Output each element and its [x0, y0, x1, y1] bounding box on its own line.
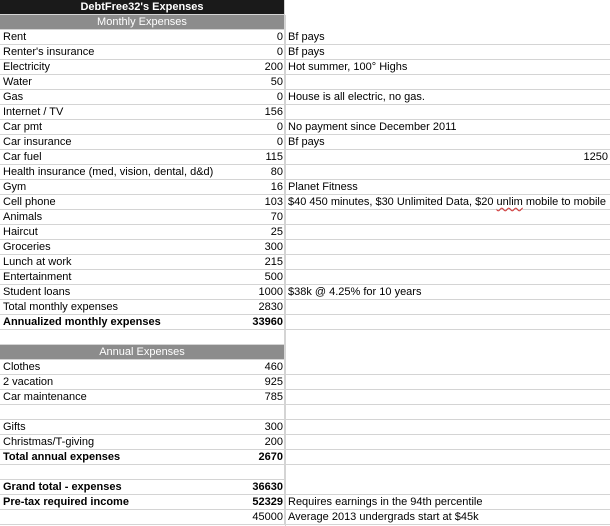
spellcheck-word: unlim [496, 196, 523, 208]
note-cell[interactable]: $38k @ 4.25% for 10 years [285, 285, 610, 300]
label-cell[interactable]: Gas [0, 90, 285, 105]
table-row [0, 30, 610, 45]
note-text: $40 450 minutes, $30 Unlimited Data, $20 [288, 196, 497, 208]
sheet-title[interactable]: DebtFree32's Expenses [0, 0, 285, 15]
label-cell[interactable]: Total annual expenses [0, 450, 285, 465]
label-cell[interactable] [0, 510, 285, 525]
note-cell[interactable]: Average 2013 undergrads start at $45k [285, 510, 610, 525]
note-cell[interactable] [285, 375, 610, 390]
table-row [0, 300, 610, 315]
table-row [0, 165, 610, 180]
label-cell[interactable]: Animals [0, 210, 285, 225]
label-cell[interactable]: Car fuel [0, 150, 285, 165]
note-cell[interactable] [285, 225, 610, 240]
note-cell[interactable] [285, 210, 610, 225]
blank-row [0, 465, 610, 480]
label-cell[interactable]: Haircut [0, 225, 285, 240]
note-cell[interactable] [285, 390, 610, 405]
note-cell[interactable] [285, 360, 610, 375]
label-cell[interactable]: Clothes [0, 360, 285, 375]
value-cell[interactable]: 103 [264, 196, 283, 208]
table-row [0, 375, 610, 390]
table-row [0, 405, 610, 420]
label-cell[interactable]: Health insurance (med, vision, dental, d&d) [0, 165, 285, 180]
value-cell[interactable]: 460 [264, 361, 283, 373]
table-row [0, 315, 610, 330]
note-cell[interactable] [285, 420, 610, 435]
value-cell[interactable]: 25 [270, 226, 283, 238]
label-cell[interactable]: Car insurance [0, 135, 285, 150]
label-cell[interactable]: Cell phone [0, 195, 285, 210]
label-cell[interactable]: Water [0, 75, 285, 90]
label-cell[interactable]: Entertainment [0, 270, 285, 285]
table-row [0, 195, 610, 210]
note-cell[interactable] [285, 270, 610, 285]
table-row [0, 240, 610, 255]
label-cell[interactable]: Pre-tax required income [0, 495, 285, 510]
label-cell[interactable]: Car maintenance [0, 390, 285, 405]
note-cell[interactable] [285, 315, 610, 330]
note-cell[interactable]: Planet Fitness [285, 180, 610, 195]
table-row [0, 150, 610, 165]
table-row [0, 225, 610, 240]
table-row [0, 510, 610, 525]
value-cell[interactable]: 500 [264, 271, 283, 283]
table-row [0, 270, 610, 285]
table-row [0, 495, 610, 510]
value-cell[interactable]: 0 [276, 121, 283, 133]
value-cell[interactable]: 300 [264, 421, 283, 433]
table-row [0, 360, 610, 375]
value-cell[interactable]: 52329 [252, 496, 283, 508]
value-cell[interactable]: 785 [264, 391, 283, 403]
title-row [0, 0, 610, 15]
label-cell[interactable]: Electricity [0, 60, 285, 75]
value-cell[interactable]: 70 [270, 211, 283, 223]
table-row [0, 435, 610, 450]
table-row [0, 135, 610, 150]
table-row [0, 120, 610, 135]
note-cell[interactable] [285, 255, 610, 270]
note-cell[interactable]: House is all electric, no gas. [285, 90, 610, 105]
label-cell[interactable]: Christmas/T-giving [0, 435, 285, 450]
label-cell[interactable]: Student loans [0, 285, 285, 300]
note-cell[interactable] [285, 405, 610, 420]
note-cell[interactable] [285, 150, 610, 165]
table-row [0, 45, 610, 60]
note-cell[interactable] [285, 480, 610, 495]
label-cell[interactable]: Rent [0, 30, 285, 45]
table-row [0, 210, 610, 225]
note-cell[interactable] [285, 195, 610, 210]
value-cell[interactable]: 33960 [252, 316, 283, 328]
label-cell[interactable]: Car pmt [0, 120, 285, 135]
note-text: mobile to mobile [522, 196, 606, 208]
annual-expenses-header[interactable]: Annual Expenses [0, 345, 285, 360]
monthly-header-row [0, 15, 610, 30]
table-row [0, 390, 610, 405]
note-cell[interactable]: Bf pays [285, 45, 610, 60]
table-row [0, 90, 610, 105]
label-cell[interactable]: 2 vacation [0, 375, 285, 390]
table-row [0, 75, 610, 90]
note-cell[interactable] [285, 240, 610, 255]
label-cell[interactable]: Gifts [0, 420, 285, 435]
value-cell[interactable]: 2830 [258, 301, 283, 313]
note-cell[interactable]: No payment since December 2011 [285, 120, 610, 135]
value-cell[interactable]: 300 [264, 241, 283, 253]
label-cell[interactable]: Lunch at work [0, 255, 285, 270]
table-row [0, 180, 610, 195]
label-cell[interactable]: Internet / TV [0, 105, 285, 120]
value-cell[interactable]: 0 [276, 91, 283, 103]
note-cell[interactable] [285, 105, 610, 120]
table-row [0, 255, 610, 270]
value-cell[interactable]: 115 [265, 151, 283, 163]
value-cell[interactable]: 156 [264, 106, 283, 118]
note-cell[interactable] [285, 450, 610, 465]
value-cell[interactable]: 50 [270, 76, 283, 88]
table-row [0, 60, 610, 75]
value-cell[interactable]: 0 [276, 46, 283, 58]
blank-row [0, 330, 610, 345]
value-cell[interactable]: 2670 [258, 451, 283, 463]
note-cell[interactable]: Bf pays [285, 30, 610, 45]
value-cell[interactable]: 200 [264, 436, 283, 448]
table-row [0, 420, 610, 435]
note-cell[interactable]: Requires earnings in the 94th percentile [285, 495, 610, 510]
note-cell[interactable]: Bf pays [285, 135, 610, 150]
note-cell[interactable] [285, 165, 610, 180]
value-cell[interactable]: 215 [264, 256, 283, 268]
far-value-cell[interactable]: 1250 [583, 151, 608, 163]
blank-cell[interactable] [0, 330, 285, 345]
annual-header-row [0, 345, 610, 360]
label-cell[interactable]: Renter's insurance [0, 45, 285, 60]
label-cell[interactable]: Gym [0, 180, 285, 195]
label-cell[interactable]: Annualized monthly expenses [0, 315, 285, 330]
value-cell[interactable]: 0 [276, 136, 283, 148]
table-row [0, 105, 610, 120]
label-cell[interactable] [0, 405, 285, 420]
value-cell[interactable]: 16 [270, 181, 283, 193]
note-cell[interactable] [285, 300, 610, 315]
label-cell[interactable]: Groceries [0, 240, 285, 255]
value-cell[interactable]: 0 [276, 31, 283, 43]
monthly-expenses-header[interactable]: Monthly Expenses [0, 15, 285, 30]
value-cell[interactable]: 36630 [252, 481, 283, 493]
blank-cell[interactable] [0, 465, 285, 480]
value-cell[interactable]: 45000 [252, 511, 283, 523]
note-cell[interactable]: Hot summer, 100° Highs [285, 60, 610, 75]
value-cell[interactable]: 200 [264, 61, 283, 73]
label-cell[interactable]: Grand total - expenses [0, 480, 285, 495]
value-cell[interactable]: 925 [264, 376, 283, 388]
table-row [0, 450, 610, 465]
table-row [0, 480, 610, 495]
value-cell[interactable]: 1000 [258, 286, 283, 298]
label-cell[interactable]: Total monthly expenses [0, 300, 285, 315]
value-cell[interactable]: 80 [270, 166, 283, 178]
note-cell[interactable] [285, 75, 610, 90]
note-cell[interactable] [285, 435, 610, 450]
table-row [0, 285, 610, 300]
